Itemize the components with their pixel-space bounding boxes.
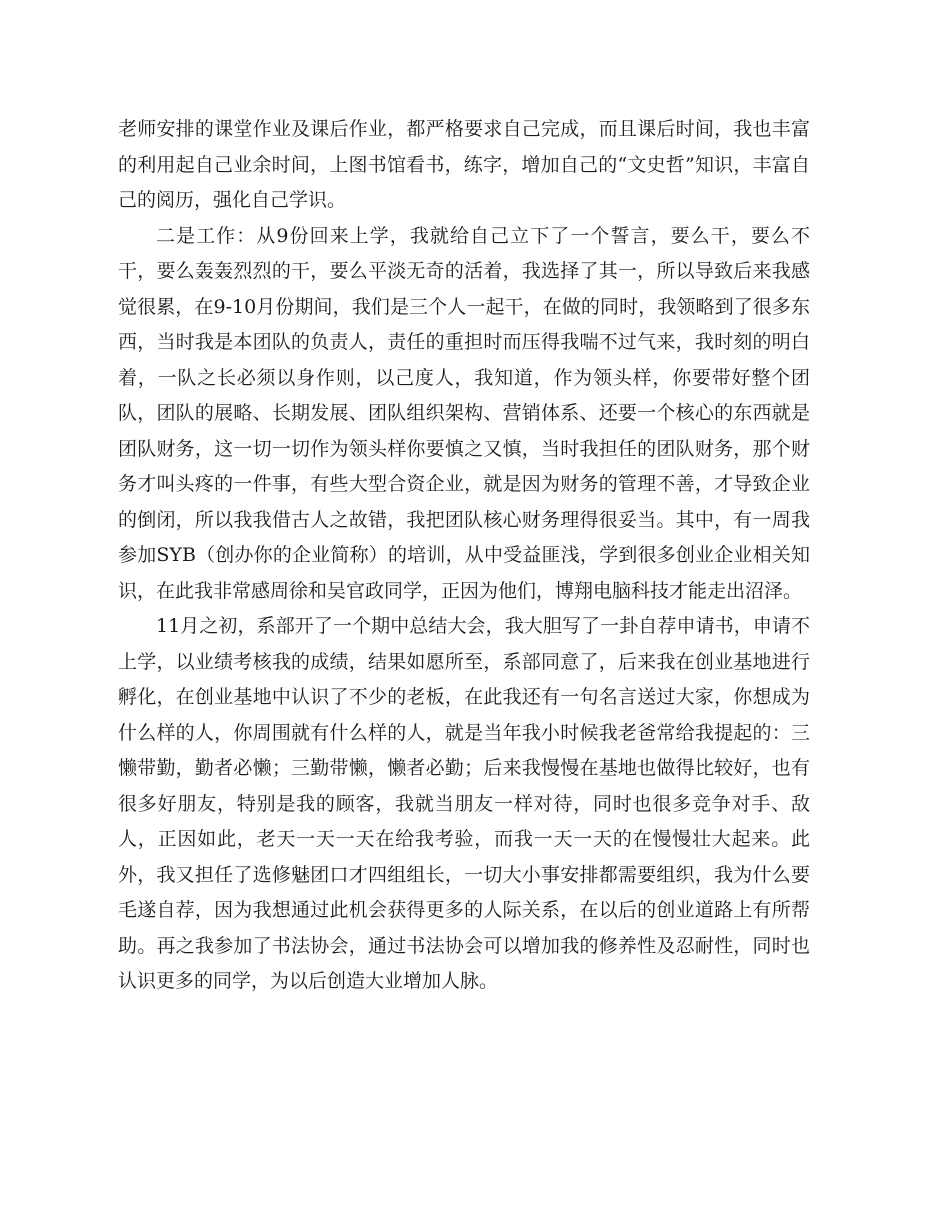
paragraph-study-continued: 老师安排的课堂作业及课后作业，都严格要求自己完成，而且课后时间，我也丰富的利用起自己业余时间，上图书馆看书，练字，增加自己的“文史哲”知识，丰富自己的阅历，强化自己学识。: [118, 118, 810, 211]
paragraph-november: 11月之初，系部开了一个期中总结大会，我大胆写了一卦自荐申请书，申请不上学，以业绩考核我的成绩，结果如愿所至，系部同意了，后来我在创业基地进行孵化，在创业基地中认识了不少的老板，在此我还有一句名言送过大家，你想成为什么样的人，你周围就有什么样的人，就是当年我小时候我老爸常给我提起的：三懒带勤，勤者必懒；三勤带懒，懒者必勤；后来我慢慢在基地也做得比较好，也有很多好朋友，特别是我的顾客，我就当朋友一样对待，同时也很多竞争对手、敌人，正因如此，老天一天一天在给我考验，而我一天一天的在慢慢壮大起来。此外，我又担任了选修魅团口才四组组长，一切大小事安排都需要组织，我为什么要毛遂自荐，因为我想通过此机会获得更多的人际关系，在以后的创业道路上有所帮助。再之我参加了书法协会，通过书法协会可以增加我的修养性及忍耐性，同时也认识更多的同学，为以后创造大业增加人脉。: [118, 615, 810, 992]
body-text: [118, 112, 810, 1000]
paragraph-work: 二是工作：从9份回来上学，我就给自己立下了一个誓言，要么干，要么不干，要么轰轰烈烈的干，要么平淡无奇的活着，我选择了其一，所以导致后来我感觉很累，在9-10月份期间，我们是三个人一起干，在做的同时，我领略到了很多东西，当时我是本团队的负责人，责任的重担时而压得我喘不过气来，我时刻的明白着，一队之长必须以身作则，以己度人，我知道，作为领头样，你要带好整个团队，团队的展略、长期发展、团队组织架构、营销体系、还要一个核心的东西就是团队财务，这一切一切作为领头样你要慎之又慎，当时我担任的团队财务，那个财务才叫头疼的一件事，有些大型合资企业，就是因为财务的管理不善，才导致企业的倒闭，所以我我借古人之故错，我把团队核心财务理得很妥当。其中，有一周我参加SYB（创办你的企业简称）的培训，从中受益匪浅，学到很多创业企业相关知识，在此我非常感周徐和吴官政同学，正因为他们，博翔电脑科技才能走出沼泽。: [118, 224, 810, 602]
